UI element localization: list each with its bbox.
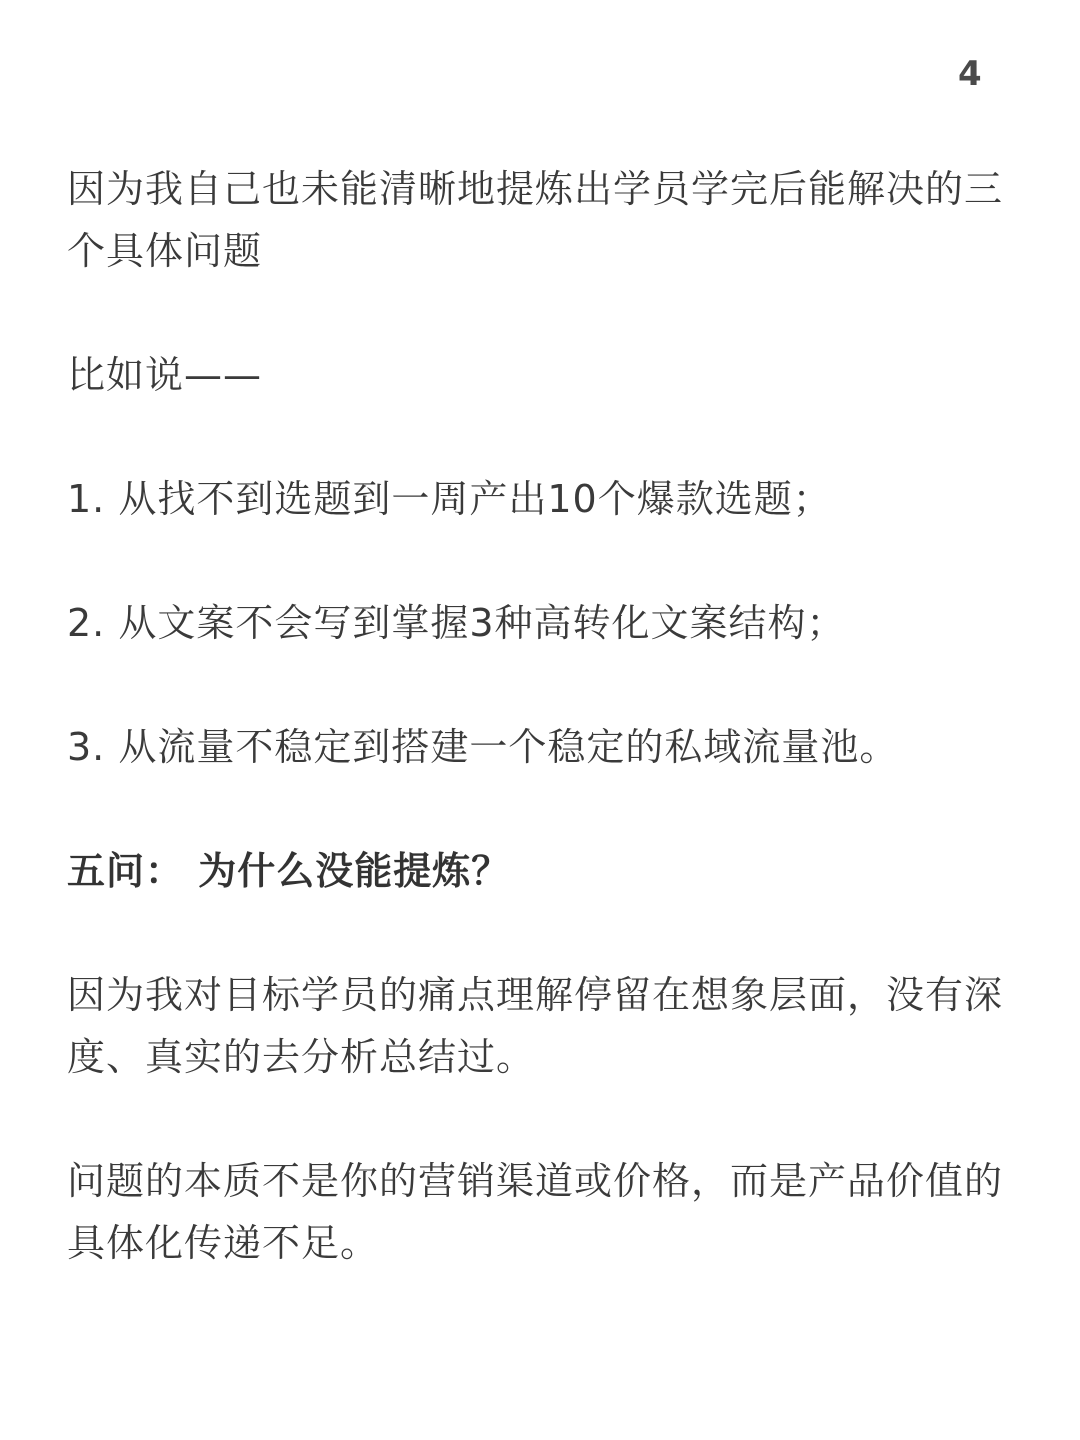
article-body [67,158,1027,1274]
paragraph-conclusion: 问题的本质不是你的营销渠道或价格，而是产品价值的具体化传递不足。 [67,1159,1004,1265]
paragraph-example-lead: 比如说—— [67,353,263,397]
list-item-1: 1. 从找不到选题到一周产出10个爆款选题； [67,477,832,521]
page-number: 4 [958,54,982,94]
paragraph-intro: 因为我自己也未能清晰地提炼出学员学完后能解决的三个具体问题 [67,167,1004,273]
list-item-2: 2. 从文案不会写到掌握3种高转化文案结构； [67,601,846,645]
section-heading: 五问： 为什么没能提炼？ [67,849,511,893]
list-item-3: 3. 从流量不稳定到搭建一个稳定的私域流量池。 [67,725,899,769]
paragraph-reason: 因为我对目标学员的痛点理解停留在想象层面，没有深度、真实的去分析总结过。 [67,973,1004,1079]
